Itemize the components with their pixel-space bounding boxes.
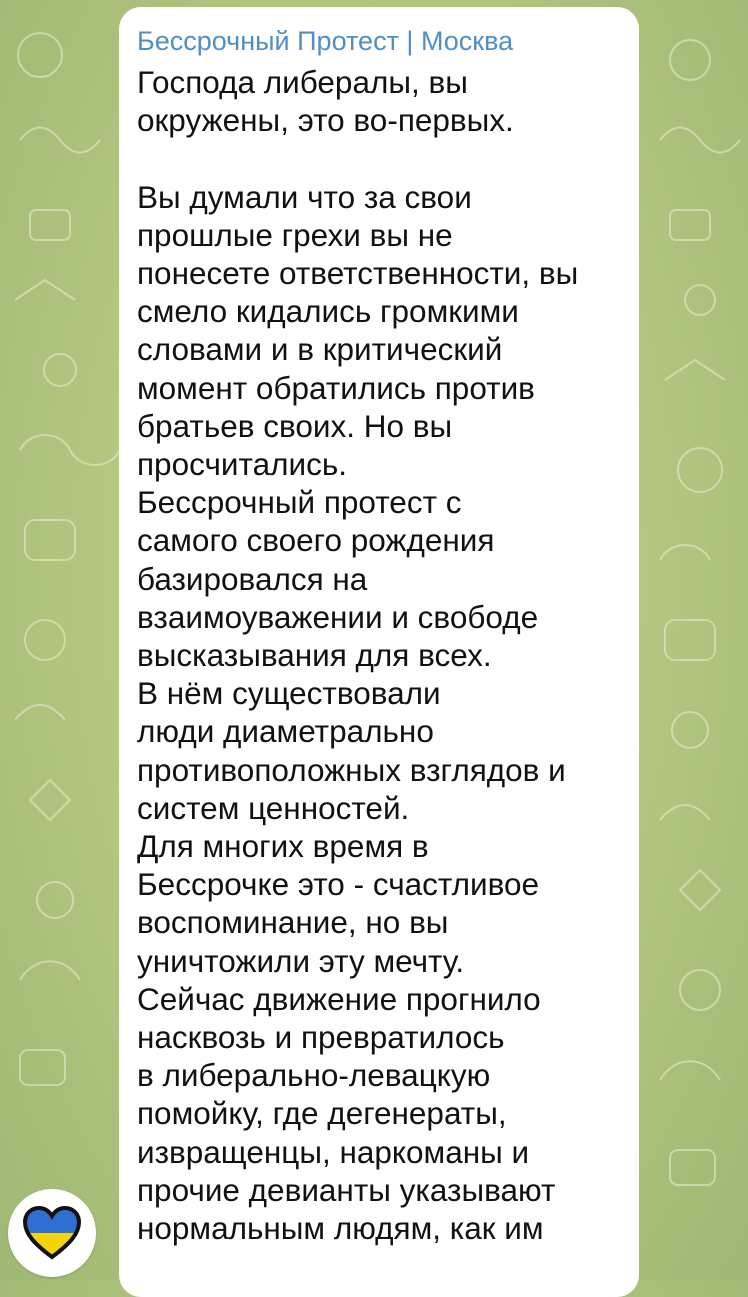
message-bubble[interactable] [119,7,639,1297]
channel-avatar[interactable] [8,1189,96,1277]
heart-icon [21,1205,83,1261]
sender-name[interactable]: Бессрочный Протест | Москва [137,26,514,56]
message-text: Господа либералы, вы окружены, это во-первых. Вы думали что за свои прошлые грехи вы не понесете ответственности, вы смело кидались громкими словами и в критический момент обратились против братьев своих. Но вы просчитались. Бессрочный протест с самого своего рождения базировался на взаимоуважении и свободе высказывания для всех. В нём существовали люди диаметрально противоположных взглядов и систем ценностей. Для многих время в Бессрочке это - счастливое воспоминание, но вы уничтожили эту мечту. Сейчас движение прогнило насквозь и превратилось в либерально-левацкую помойку, где дегенераты, извращенцы, наркоманы и прочие девианты указывают нормальным людям, как им [137,64,579,1247]
